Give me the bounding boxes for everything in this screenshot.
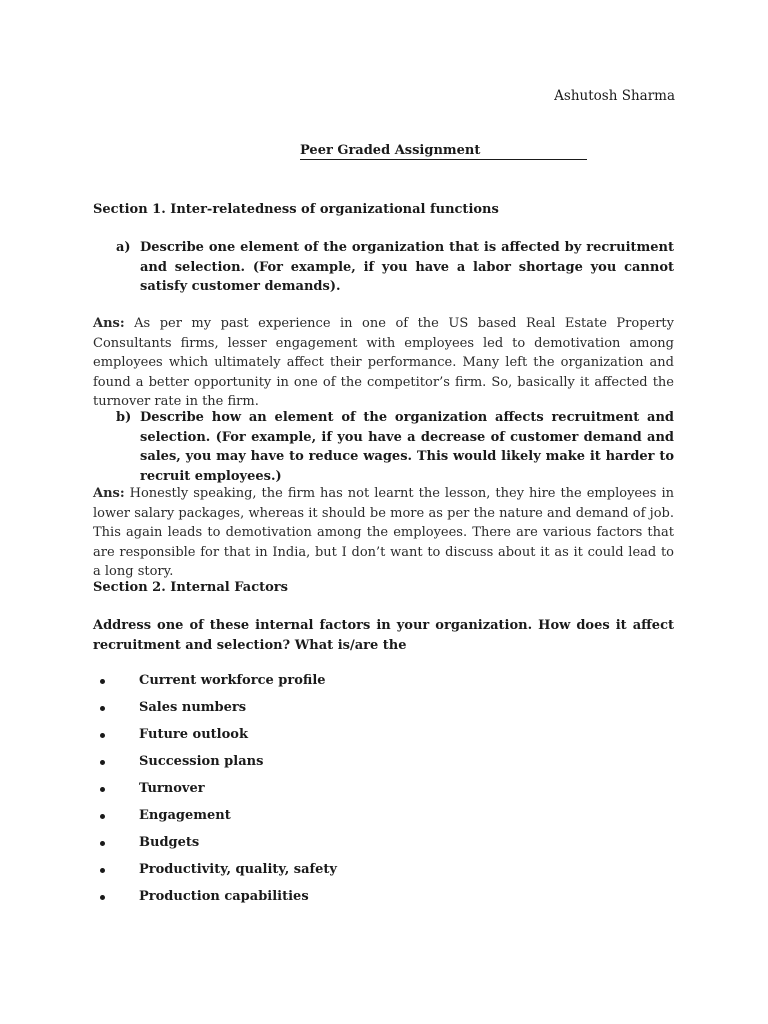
section-2-heading: Section 2. Internal Factors xyxy=(93,580,288,595)
list-item: Future outlook xyxy=(139,727,248,742)
internal-factors-list xyxy=(93,672,337,915)
question-a-text: Describe one element of the organization that is affected by recruitment and selection. (For example, if you have a labor shortage you cannot satisfy customer demands). xyxy=(140,240,674,294)
list-item: Engagement xyxy=(139,808,231,823)
section-1-heading: Section 1. Inter-relatedness of organizational functions xyxy=(93,202,499,217)
author-name: Ashutosh Sharma xyxy=(554,88,675,104)
question-a-marker: a) xyxy=(116,240,131,255)
question-b-text: Describe how an element of the organization affects recruitment and selection. (For example, if you have a decrease of customer demand and sales, you may have to reduce wages. This would likely make it harder to recruit employees.) xyxy=(140,410,674,484)
list-item: Productivity, quality, safety xyxy=(139,862,337,877)
answer-b xyxy=(93,484,674,582)
answer-a xyxy=(93,314,674,412)
question-b xyxy=(116,408,674,486)
section-2-prompt: Address one of these internal factors in your organization. How does it affect recruitment and selection? What is/are the xyxy=(93,618,674,653)
question-b-marker: b) xyxy=(116,410,132,425)
answer-b-label: Ans: xyxy=(93,486,125,501)
list-item: Turnover xyxy=(139,781,205,796)
answer-b-text: Honestly speaking, the firm has not learnt the lesson, they hire the employees in lower salary packages, whereas it should be more as per the nature and demand of job. This again leads to demotivation among the employees. There are various factors that are responsible for that in India, but I don’t want to discuss about it as it could lead to a long story. xyxy=(93,486,674,579)
list-item: Budgets xyxy=(139,835,200,850)
list-item: Sales numbers xyxy=(139,700,247,715)
list-item: Succession plans xyxy=(139,754,264,769)
list-item: Production capabilities xyxy=(139,889,309,904)
answer-a-label: Ans: xyxy=(93,316,125,331)
question-a xyxy=(116,238,674,297)
list-item: Current workforce profile xyxy=(139,673,326,688)
document-title: Peer Graded Assignment xyxy=(300,143,587,160)
answer-a-text: As per my past experience in one of the US based Real Estate Property Consultants firms, lesser engagement with employees led to demotivation among employees which ultimately affect their performance. Many left the organization and found a better opportunity in one of the competitor’s firm. So, basically it affected the turnover rate in the firm. xyxy=(93,316,674,409)
